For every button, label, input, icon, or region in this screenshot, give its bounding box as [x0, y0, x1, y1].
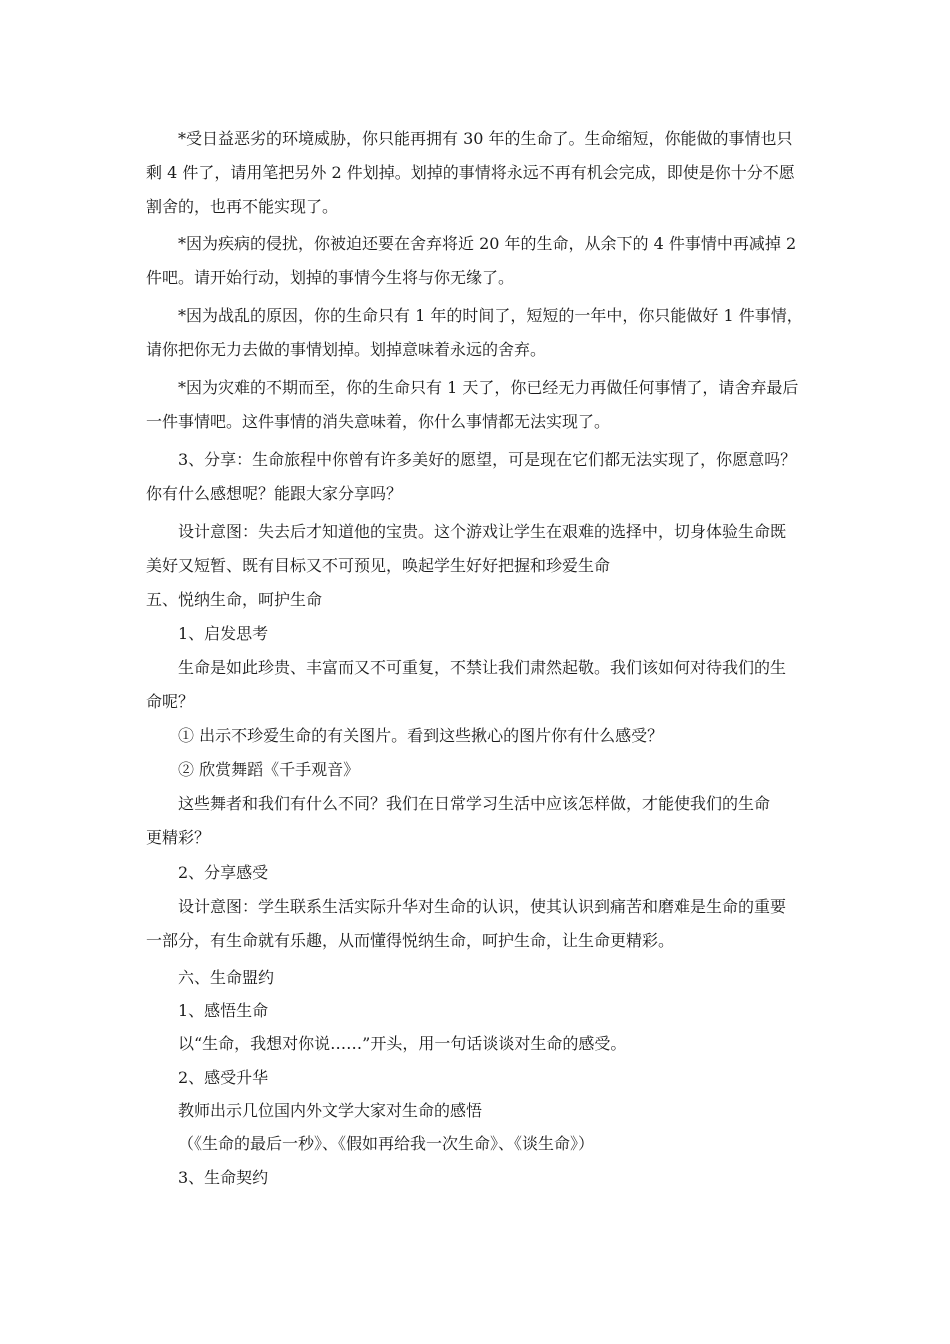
text-line: 设计意图：学生联系生活实际升华对生命的认识，使其认识到痛苦和磨难是生命的重要 [178, 897, 787, 916]
text-line: 这些舞者和我们有什么不同？我们在日常学习生活中应该怎样做，才能使我们的生命 [178, 794, 771, 813]
subheading-feel-life [146, 994, 810, 1028]
text-line: 生命是如此珍贵、丰富而又不可重复，不禁让我们肃然起敬。我们该如何对待我们的生 [178, 658, 787, 677]
section-heading-five [146, 583, 810, 617]
heading-text: 1、感悟生命 [178, 1001, 269, 1020]
text-line: *因为战乱的原因，你的生命只有 1 年的时间了，短短的一年中，你只能做好 1 件事情， [178, 306, 803, 325]
paragraph-precious [146, 651, 810, 719]
heading-text: 2、感受升华 [178, 1068, 269, 1087]
text-line: 美好又短暂、既有目标又不可预见，唤起学生好好把握和珍爱生命 [146, 556, 611, 575]
list-item-pictures [146, 719, 810, 753]
text-line: 剩 4 件了，请用笔把另外 2 件划掉。划掉的事情将永远不再有机会完成，即使是你十分不愿 [146, 163, 795, 182]
text-line: 件吧。请开始行动，划掉的事情今生将与你无缘了。 [146, 268, 515, 287]
text-line: 教师出示几位国内外文学大家对生命的感悟 [178, 1101, 483, 1120]
text-line: 一件事情吧。这件事情的消失意味着，你什么事情都无法实现了。 [146, 412, 611, 431]
paragraph-dancers [146, 787, 810, 855]
paragraph-book-titles [146, 1127, 810, 1161]
paragraph-illness [146, 227, 810, 295]
paragraph-disaster [146, 371, 810, 439]
text-line: 请你把你无力去做的事情划掉。划掉意味着永远的舍弃。 [146, 340, 547, 359]
subheading-sublimation [146, 1061, 810, 1095]
subheading-life-contract [146, 1161, 810, 1195]
text-line: 3、分享：生命旅程中你曾有许多美好的愿望，可是现在它们都无法实现了，你愿意吗？ [178, 450, 797, 469]
text-line: 设计意图：失去后才知道他的宝贵。这个游戏让学生在艰难的选择中，切身体验生命既 [178, 522, 787, 541]
text-line: 更精彩？ [146, 828, 211, 847]
text-line: 以“生命，我想对你说……”开头，用一句话谈谈对生命的感受。 [178, 1034, 627, 1053]
text-line: *受日益恶劣的环境威胁，你只能再拥有 30 年的生命了。生命缩短，你能做的事情也只 [178, 129, 793, 148]
paragraph-share [146, 443, 810, 511]
text-line: ② 欣赏舞蹈《千手观音》 [178, 760, 360, 779]
paragraph-say-to-life [146, 1027, 810, 1061]
text-line: 你有什么感想呢？能跟大家分享吗？ [146, 484, 403, 503]
text-line: ① 出示不珍爱生命的有关图片。看到这些揪心的图片你有什么感受？ [178, 726, 664, 745]
heading-text: 3、生命契约 [178, 1168, 269, 1187]
text-line: 一部分，有生命就有乐趣，从而懂得悦纳生命，呵护生命，让生命更精彩。 [146, 931, 675, 950]
text-line: （《生命的最后一秒》、《假如再给我一次生命》、《谈生命》） [178, 1134, 595, 1153]
paragraph-war [146, 299, 810, 367]
heading-text: 2、分享感受 [178, 863, 269, 882]
subheading-inspire [146, 617, 810, 651]
heading-text: 五、悦纳生命，呵护生命 [146, 590, 323, 609]
heading-text: 六、生命盟约 [178, 968, 275, 987]
text-line: 割舍的，也再不能实现了。 [146, 197, 339, 216]
text-line: 命呢？ [146, 692, 195, 711]
subheading-share-feelings [146, 856, 810, 890]
paragraph-environment [146, 122, 810, 224]
section-heading-six [146, 961, 810, 995]
paragraph-design-intent-2 [146, 890, 810, 958]
heading-text: 1、启发思考 [178, 624, 269, 643]
paragraph-design-intent-1 [146, 515, 810, 583]
list-item-dance [146, 753, 810, 787]
text-line: *因为灾难的不期而至，你的生命只有 1 天了，你已经无力再做任何事情了，请舍弃最后 [178, 378, 799, 397]
text-line: *因为疾病的侵扰，你被迫还要在舍弃将近 20 年的生命，从余下的 4 件事情中再减掉 2 [178, 234, 797, 253]
paragraph-teacher-shows [146, 1094, 810, 1128]
